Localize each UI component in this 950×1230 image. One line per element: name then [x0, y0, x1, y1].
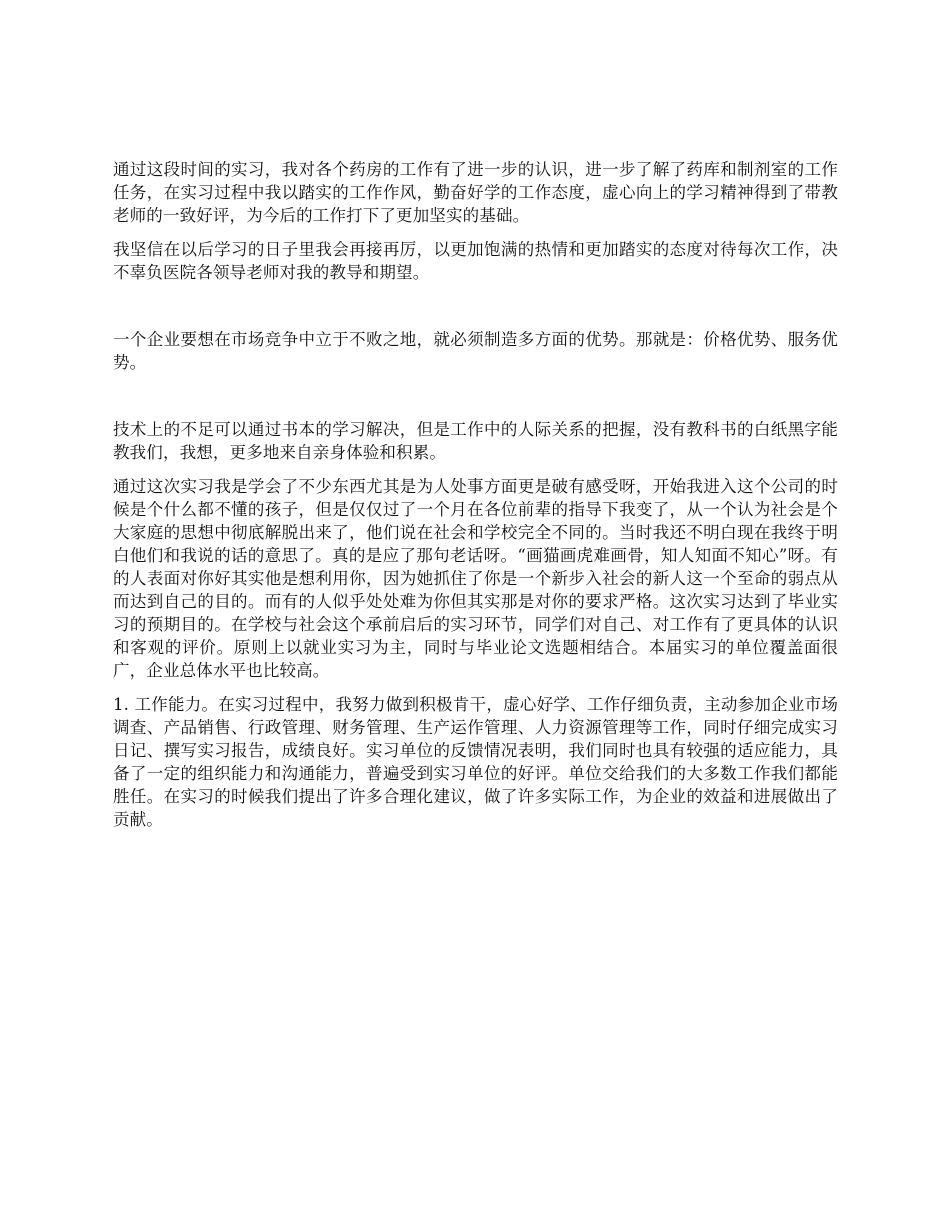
paragraph-interpersonal-skills: 技术上的不足可以通过书本的学习解决，但是工作中的人际关系的把握，没有教科书的白纸黑字能教我们，我想，更多地来自亲身体验和积累。 [113, 420, 838, 462]
paragraph-work-ability: 1. 工作能力。在实习过程中，我努力做到积极肯干，虚心好学、工作仔细负责，主动参加企业市场调查、产品销售、行政管理、财务管理、生产运作管理、人力资源管理等工作，同时仔细完成实习日记、撰写实习报告，成绩良好。实习单位的反馈情况表明，我们同时也具有较强的适应能力，具备了一定的组织能力和沟通能力，普遍受到实习单位的好评。单位交给我们的大多数工作我们都能胜任。在实习的时候我们提出了许多合理化建议，做了许多实际工作，为企业的效益和进展做出了贡献。 [113, 695, 838, 829]
paragraph-spacer [113, 227, 838, 238]
document-body [113, 158, 838, 831]
paragraph-future-resolve: 我坚信在以后学习的日子里我会再接再厉，以更加饱满的热情和更加踏实的态度对待每次工作，决不辜负医院各领导老师对我的教导和期望。 [113, 240, 838, 282]
paragraph-spacer [113, 682, 838, 693]
paragraph-spacer [113, 464, 838, 475]
paragraph-enterprise-advantage: 一个企业要想在市场竞争中立于不败之地，就必须制造多方面的优势。那就是：价格优势、服务优势。 [113, 330, 838, 372]
paragraph-internship-lessons: 通过这次实习我是学会了不少东西尤其是为人处事方面更是破有感受呀，开始我进入这个公司的时候是个什么都不懂的孩子，但是仅仅过了一个月在各位前辈的指导下我变了，从一个认为社会是个大家庭的思想中彻底解脱出来了，他们说在社会和学校完全不同的。当时我还不明白现在我终于明白他们和我说的话的意思了。真的是应了那句老话呀。“画猫画虎难画骨，知人知面不知心”呀。有的人表面对你好其实他是想利用你，因为她抓住了你是一个新步入社会的新人这一个至命的弱点从而达到自己的目的。而有的人似乎处处难为你但其实那是对你的要求严格。这次实习达到了毕业实习的预期目的。在学校与社会这个承前启后的实习环节，同学们对自己、对工作有了更具体的认识和客观的评价。原则上以就业实习为主，同时与毕业论文选题相结合。本届实习的单位覆盖面很广，企业总体水平也比较高。 [113, 477, 838, 680]
section-spacer [113, 284, 838, 328]
paragraph-internship-summary: 通过这段时间的实习，我对各个药房的工作有了进一步的认识，进一步了解了药库和制剂室的工作任务，在实习过程中我以踏实的工作作风，勤奋好学的工作态度，虚心向上的学习精神得到了带教老师的一致好评，为今后的工作打下了更加坚实的基础。 [113, 160, 838, 225]
section-spacer [113, 374, 838, 418]
